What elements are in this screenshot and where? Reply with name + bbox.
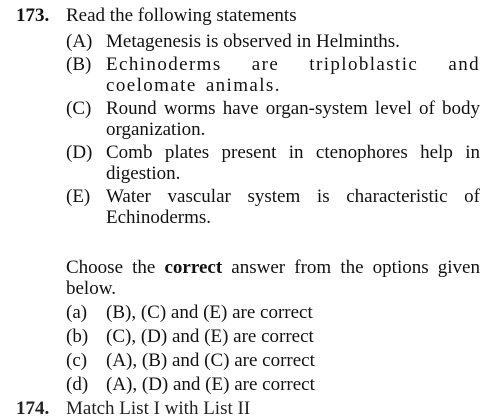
option-c[interactable]: [66, 349, 480, 373]
statement-d: [66, 142, 480, 184]
statement-label: (A): [66, 31, 93, 52]
statement-label: (B): [66, 54, 92, 75]
statement-text: Metagenesis is observed in Helminths.: [106, 31, 400, 52]
option-d[interactable]: [66, 373, 480, 397]
option-text: (A), (D) and (E) are correct: [106, 374, 315, 395]
option-a[interactable]: [66, 301, 480, 325]
option-text: (C), (D) and (E) are correct: [106, 326, 314, 347]
statement-c: [66, 98, 480, 140]
statement-list: [66, 31, 480, 230]
question-prompt: Read the following statements: [66, 5, 297, 26]
next-question-text: Match List I with List II: [66, 398, 251, 419]
statement-e: [66, 186, 480, 228]
statement-text: Comb plates present in ctenophores help in digestion.: [106, 142, 480, 184]
option-label: (d): [66, 374, 89, 395]
answer-options: [66, 301, 480, 397]
option-label: (a): [66, 302, 88, 323]
option-label: (b): [66, 326, 89, 347]
statement-text: Round worms have organ-system level of body organization.: [106, 98, 480, 140]
statement-label: (C): [66, 98, 92, 119]
option-text: (A), (B) and (C) are correct: [106, 350, 315, 371]
instruction-emphasis: correct: [164, 257, 223, 278]
statement-text: Echinoderms are triploblastic and coelomate animals.: [106, 54, 480, 96]
answer-instruction: [66, 257, 480, 299]
next-question-cutoff: [16, 399, 250, 419]
instruction-after: answer from the options given below.: [66, 257, 480, 299]
statement-b: [66, 54, 480, 96]
question-header: [16, 5, 297, 27]
option-text: (B), (C) and (E) are correct: [106, 302, 313, 323]
next-question-number: 174.: [16, 398, 50, 419]
statement-a: [66, 31, 480, 52]
statement-label: (D): [66, 142, 93, 163]
statement-text: Water vascular system is characteristic of Echinoderms.: [106, 186, 480, 228]
option-b[interactable]: [66, 325, 480, 349]
statement-label: (E): [66, 186, 91, 207]
question-number: 173.: [16, 5, 50, 26]
instruction-before: Choose the: [66, 257, 165, 278]
option-label: (c): [66, 350, 88, 371]
